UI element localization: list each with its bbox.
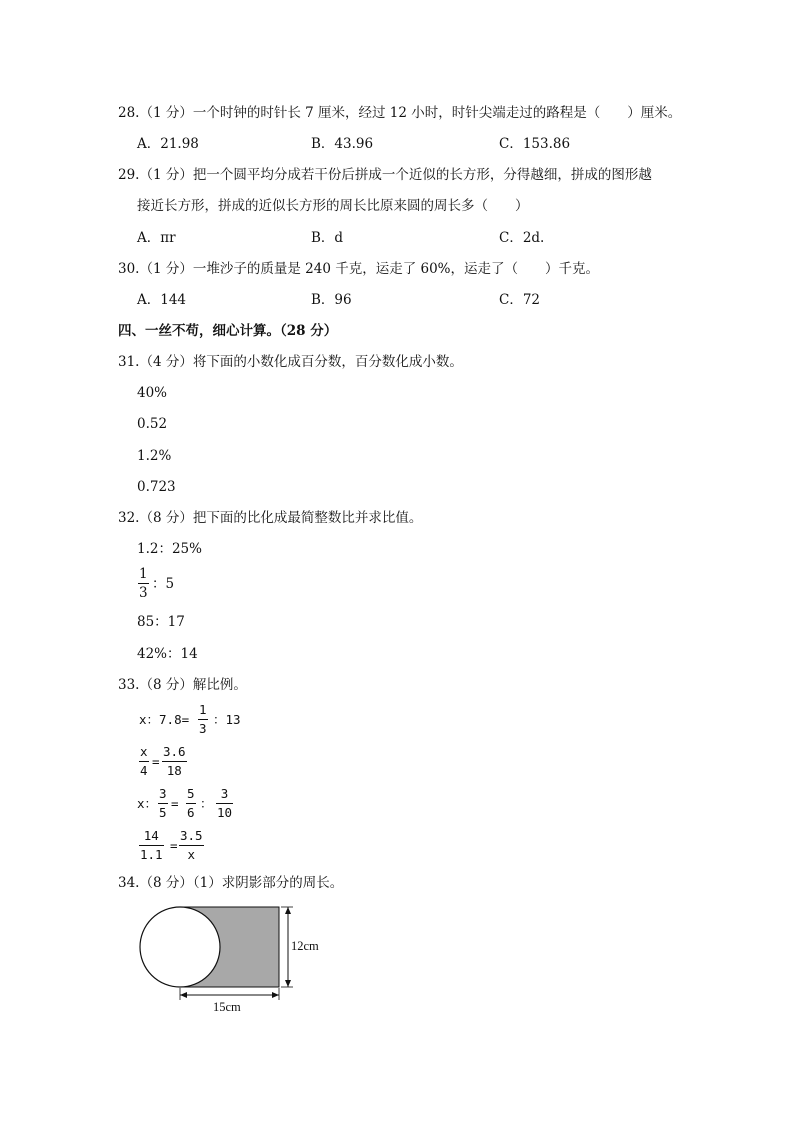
q30-stem: 30.（1 分）一堆沙子的质量是 240 千克，运走了 60%，运走了（ ）千克。 <box>118 261 599 277</box>
fraction-denominator: 1.1 <box>140 847 163 862</box>
fraction-numerator: 14 <box>143 828 159 843</box>
q31-item-4: 0.723 <box>137 479 176 495</box>
q28-option-a: A．21.98 <box>137 136 199 152</box>
fraction-denominator: 18 <box>166 763 182 778</box>
fraction-bar <box>138 583 149 584</box>
q30-option-b: B．96 <box>311 292 352 308</box>
q33-stem: 33.（8 分）解比例。 <box>118 677 247 693</box>
arrow-up-icon <box>285 907 291 914</box>
q32-stem: 32.（8 分）把下面的比化成最简整数比并求比值。 <box>118 510 423 526</box>
q28-option-b: B．43.96 <box>311 136 374 152</box>
q33-eq4-equals: = <box>170 838 178 853</box>
q31-item-2: 0.52 <box>137 416 168 432</box>
fraction-bar <box>139 845 164 846</box>
fraction-denominator: 3 <box>199 721 207 736</box>
q29-stem-line1: 29.（1 分）把一个圆平均分成若干份后拼成一个近似的长方形，分得越细，拼成的图形越 <box>118 167 652 183</box>
fraction-denominator: 5 <box>159 805 167 820</box>
height-label: 12cm <box>291 939 319 953</box>
shaded-perimeter-figure <box>130 900 340 1020</box>
circle <box>140 907 220 987</box>
q33-eq2-equals: = <box>152 754 160 769</box>
q33-eq1-rest: ：13 <box>213 712 241 727</box>
q29-option-c: C．2d. <box>499 230 545 246</box>
arrow-left-icon <box>180 992 187 998</box>
fraction-denominator: 10 <box>217 805 233 820</box>
q30-option-a: A．144 <box>137 292 187 308</box>
width-label: 15cm <box>213 1000 241 1014</box>
q33-eq2-left-fraction <box>139 744 149 779</box>
arrow-down-icon <box>285 980 291 987</box>
section-heading: 四、一丝不苟，细心计算。（28 分） <box>118 323 338 339</box>
q28-option-c: C．153.86 <box>499 136 571 152</box>
q33-eq1-fraction <box>198 702 208 737</box>
q32-item-2-fraction <box>138 566 149 601</box>
fraction-numerator: 5 <box>187 786 195 801</box>
q32-item-2-rest: ：5 <box>152 576 175 592</box>
fraction-denominator: 3 <box>139 585 148 601</box>
q33-eq3-fraction-2 <box>186 786 196 821</box>
fraction-bar <box>158 803 168 804</box>
q33-eq3-equals: = <box>171 796 179 811</box>
fraction-numerator: x <box>140 744 148 759</box>
q32-item-1: 1.2：25% <box>137 541 202 557</box>
fraction-bar <box>139 761 149 762</box>
q33-eq1-left: x：7.8= <box>139 712 190 727</box>
arrow-right-icon <box>272 992 279 998</box>
fraction-denominator: x <box>187 847 196 862</box>
fraction-numerator: 1 <box>199 702 207 717</box>
fraction-numerator: 3.5 <box>180 828 203 843</box>
q32-item-4: 42%：14 <box>137 646 198 662</box>
q32-item-3: 85：17 <box>137 614 185 630</box>
q33-eq3-fraction-3 <box>216 786 233 821</box>
q33-eq4-right-fraction <box>179 828 204 863</box>
q31-item-1: 40% <box>137 385 168 401</box>
q29-option-a: A．πr <box>137 230 176 246</box>
fraction-bar <box>216 803 233 804</box>
fraction-numerator: 1 <box>139 566 148 582</box>
fraction-bar <box>186 803 196 804</box>
fraction-bar <box>179 845 204 846</box>
q33-eq3-colon: ： <box>200 796 213 811</box>
q33-eq3-x: x： <box>137 796 158 811</box>
fraction-bar <box>198 719 208 720</box>
fraction-denominator: 4 <box>140 763 148 778</box>
q33-eq3-fraction-1 <box>158 786 168 821</box>
q28-stem: 28.（1 分）一个时钟的时针长 7 厘米，经过 12 小时，时针尖端走过的路程是（ ）厘米。 <box>118 105 682 121</box>
fraction-numerator: 3 <box>220 786 229 801</box>
q30-option-c: C．72 <box>499 292 541 308</box>
fraction-numerator: 3 <box>159 786 167 801</box>
q33-eq4-left-fraction <box>139 828 164 863</box>
q29-option-b: B．d <box>311 230 344 246</box>
fraction-numerator: 3.6 <box>163 744 186 759</box>
q31-stem: 31.（4 分）将下面的小数化成百分数，百分数化成小数。 <box>118 354 463 370</box>
q33-eq2-right-fraction <box>162 744 187 779</box>
fraction-bar <box>162 761 187 762</box>
q29-stem-line2: 接近长方形，拼成的近似长方形的周长比原来圆的周长多（ ） <box>137 198 529 214</box>
q34-stem: 34.（8 分）（1）求阴影部分的周长。 <box>118 875 344 891</box>
q31-item-3: 1.2% <box>137 448 172 464</box>
fraction-denominator: 6 <box>187 805 195 820</box>
